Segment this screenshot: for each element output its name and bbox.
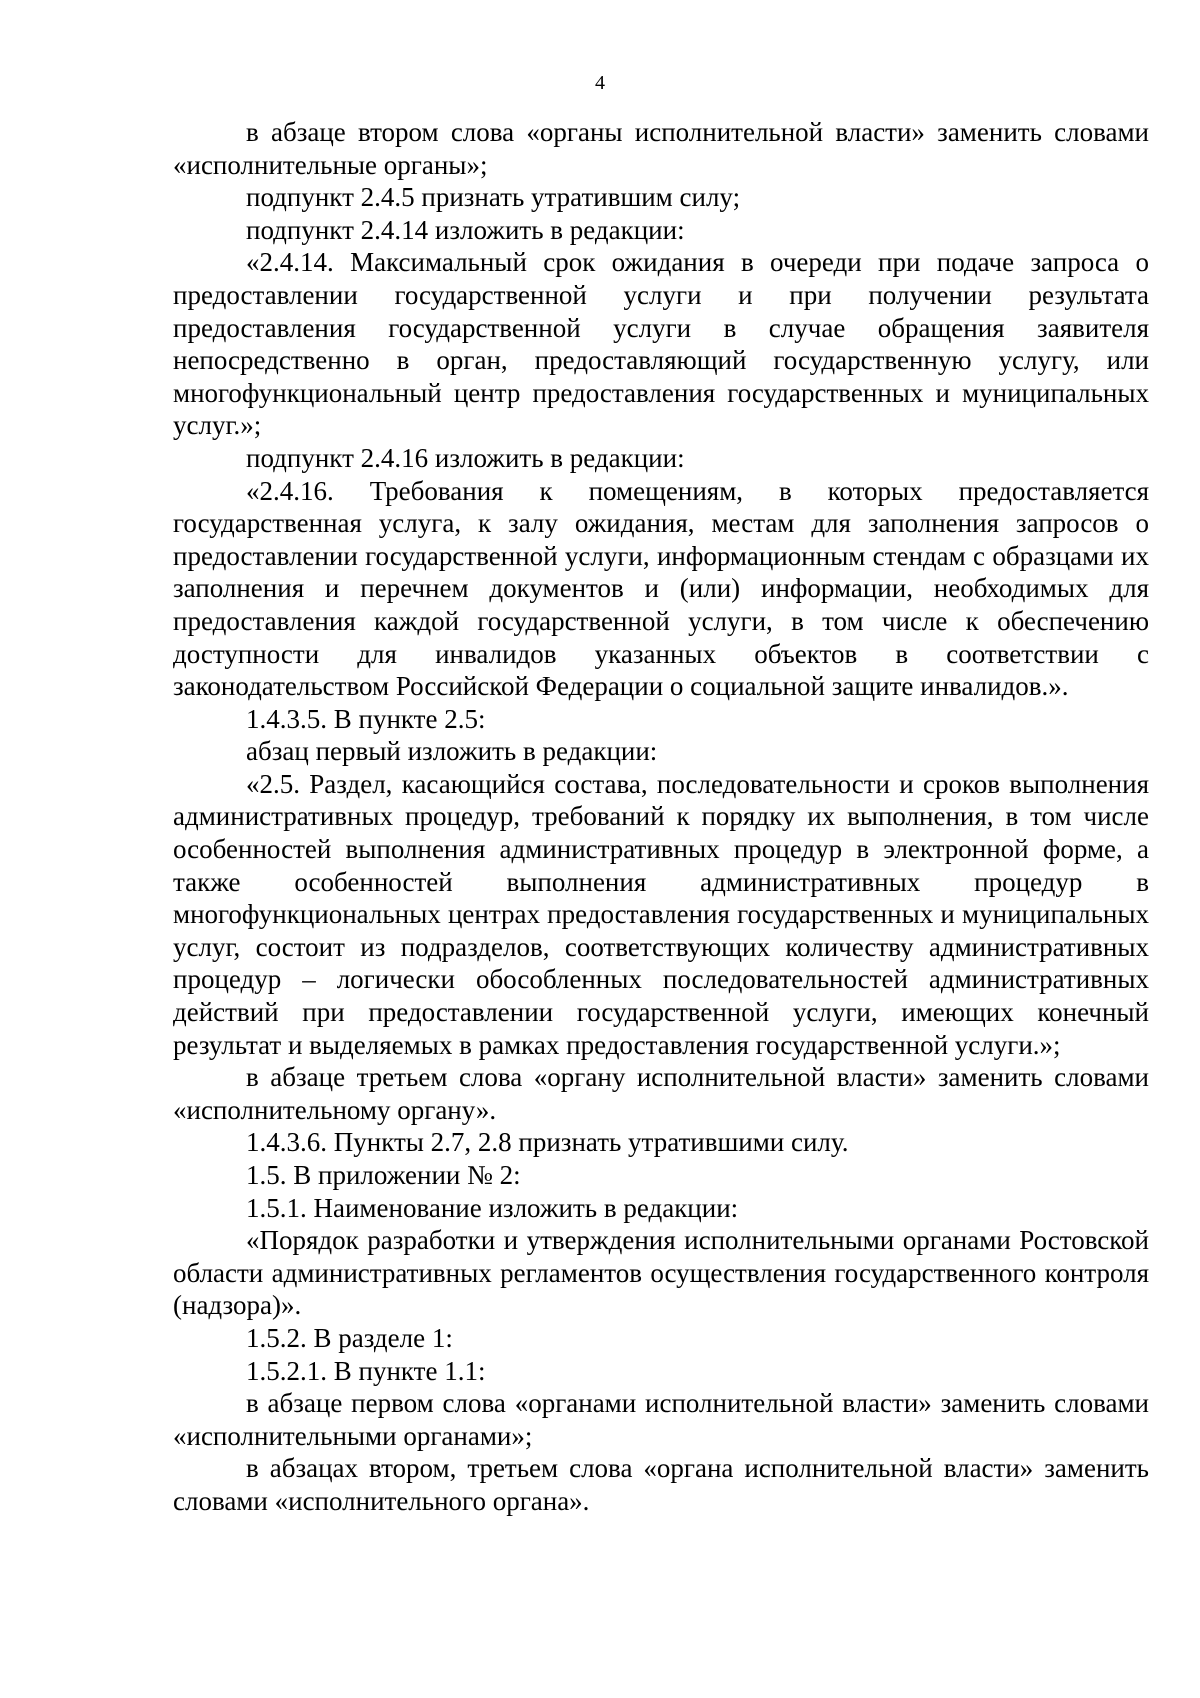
paragraph: «2.5. Раздел, касающийся состава, последовательности и сроков выполнения административных процедур, требований к порядку их выполнения, в том числе особенностей выполнения административных процедур в электронной форме, а также особенностей выполнения административных процедур в многофункциональных центрах предоставления государственных и муниципальных услуг, состоит из подразделов, соответствующих количеству административных процедур – логически обособленных последовательностей административных действий при предоставлении государственной услуги, имеющих конечный результат и выделяемых в рамках предоставления государственной услуги.»; xyxy=(173,768,1149,1060)
paragraph: подпункт 2.4.14 изложить в редакции: xyxy=(246,214,685,245)
paragraph: абзац первый изложить в редакции: xyxy=(246,736,658,767)
paragraph: 1.4.3.6. Пункты 2.7, 2.8 признать утратившими силу. xyxy=(246,1127,849,1158)
page-number: 4 xyxy=(595,72,605,94)
paragraph: 1.5.2. В разделе 1: xyxy=(246,1322,453,1353)
paragraph: 1.4.3.5. В пункте 2.5: xyxy=(246,703,486,734)
paragraph: в абзаце втором слова «органы исполнительной власти» заменить словами «исполнительные органы»; xyxy=(173,117,1149,180)
paragraph: подпункт 2.4.16 изложить в редакции: xyxy=(246,442,685,473)
paragraph: 1.5.2.1. В пункте 1.1: xyxy=(246,1355,486,1386)
paragraph: в абзацах втором, третьем слова «органа исполнительной власти» заменить словами «исполнительного органа». xyxy=(173,1453,1149,1516)
paragraph: подпункт 2.4.5 признать утратившим силу; xyxy=(246,182,741,213)
paragraph: 1.5.1. Наименование изложить в редакции: xyxy=(246,1192,739,1223)
document-body xyxy=(173,116,1149,1518)
paragraph: в абзаце третьем слова «органу исполнительной власти» заменить словами «исполнительному органу». xyxy=(173,1062,1149,1125)
paragraph: «2.4.14. Максимальный срок ожидания в очереди при подаче запроса о предоставлении государственной услуги и при получении результата предоставления государственной услуги в случае обращения заявителя непосредственно в орган, предоставляющий государственную услугу, или многофункциональный центр предоставления государственных и муниципальных услуг.»; xyxy=(173,247,1149,441)
paragraph: 1.5. В приложении № 2: xyxy=(246,1160,521,1190)
paragraph: «Порядок разработки и утверждения исполнительными органами Ростовской области административных регламентов осуществления государственного контроля (надзора)». xyxy=(173,1225,1149,1321)
paragraph: «2.4.16. Требования к помещениям, в которых предоставляется государственная услуга, к залу ожидания, местам для заполнения запросов о предоставлении государственной услуги, информационным стендам с образцами их заполнения и перечнем документов и (или) информации, необходимых для предоставления каждой государственной услуги, в том числе к обеспечению доступности для инвалидов указанных объектов в соответствии с законодательством Российской Федерации о социальной защите инвалидов.». xyxy=(173,475,1149,702)
paragraph: в абзаце первом слова «органами исполнительной власти» заменить словами «исполнительными органами»; xyxy=(173,1388,1149,1451)
